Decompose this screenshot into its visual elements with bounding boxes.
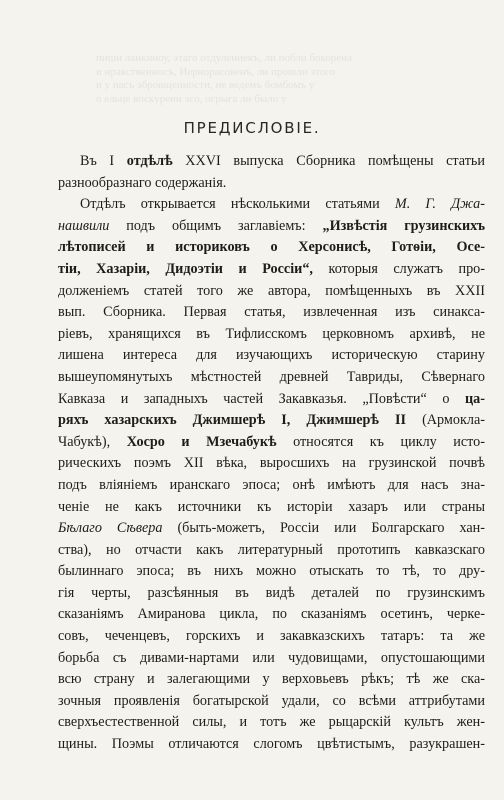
text-line xyxy=(58,345,485,367)
text-line xyxy=(58,604,485,626)
text-line xyxy=(58,583,485,605)
bold-text: отдѣлѣ xyxy=(126,153,173,169)
text-run: ства), но отчасти какъ литературный прототипъ кавказскаго xyxy=(58,541,485,558)
text-run: подъ общимъ заглавіемъ: xyxy=(109,217,323,234)
text-run: Кавказа и западныхъ частей Закавказья. „Повѣсти“ о xyxy=(58,390,465,407)
text-run: относятся къ циклу исто- xyxy=(276,433,486,450)
text-run: (быть-можетъ, Россіи или Болгарскаго хан- xyxy=(162,520,485,537)
text-line xyxy=(58,691,485,713)
text-run: ріевъ, хранящихся въ Тифлисскомъ церковномъ архивѣ, не xyxy=(58,325,485,342)
text-line xyxy=(58,540,485,562)
text-run: вышеупомянутыхъ мѣстностей древней Тавриды, Сѣвернаго xyxy=(58,368,485,385)
text-run: лишена интереса для изучающихъ историческую старину xyxy=(58,347,485,364)
text-run: совъ, чеченцевъ, горскихъ и закавказскихъ татаръ: та же xyxy=(58,628,485,645)
text-line xyxy=(58,669,485,691)
text-run: долженіемъ статей того же автора, помѣщенныхъ въ XXII xyxy=(58,282,485,299)
text-line xyxy=(58,518,485,540)
bleed-through-line: пиши ланкиноу, этаго отдулениекъ, ли побли бокорена xyxy=(96,52,352,64)
text-run: Чабукѣ), xyxy=(58,433,127,450)
text-line xyxy=(58,324,485,346)
text-run: былиннаго эпоса; въ нихъ можно отыскать то тѣ, то дру- xyxy=(58,563,485,580)
text-line xyxy=(58,194,485,216)
text-line xyxy=(58,302,485,324)
page-title: ПРЕДИСЛОВІЕ. xyxy=(183,119,321,137)
text-line xyxy=(58,151,485,173)
text-run: всю страну и залегающими у верховьевъ рѣкъ; тѣ же ска- xyxy=(58,671,485,688)
text-line xyxy=(58,432,485,454)
text-line xyxy=(58,561,485,583)
text-run: вып. Сборника. Первая статья, извлеченная изъ синакса- xyxy=(58,304,485,321)
text-line xyxy=(58,389,485,411)
bleed-through-text xyxy=(96,52,492,106)
body-text xyxy=(58,151,485,756)
text-line xyxy=(58,237,485,259)
bleed-through-line: и нравственносъ, Иернорасовенъ, ли прошли этого xyxy=(96,65,336,78)
italic-text: Бѣлаго Сѣвера xyxy=(58,520,163,537)
text-run: гія черты, разсѣянныя въ видѣ деталей по грузинскимъ xyxy=(58,584,485,601)
text-line xyxy=(58,259,485,281)
text-run: Отдѣлъ открывается нѣсколькими статьями xyxy=(80,196,395,213)
text-line xyxy=(58,475,485,497)
text-line xyxy=(58,453,485,475)
bold-text: ряхъ хазарскихъ Джимшерѣ I, Джимшерѣ II xyxy=(58,412,407,429)
text-line xyxy=(58,734,485,756)
text-run: сверхъестественной силы, и тотъ же рыцарскій культъ жен- xyxy=(58,714,485,731)
text-line xyxy=(58,410,485,432)
text-run: которыя служатъ про- xyxy=(312,260,485,277)
text-line xyxy=(58,173,485,195)
bold-text: „Извѣстія грузинскихъ xyxy=(322,217,486,234)
text-run: разнообразнаго содержанія. xyxy=(58,174,227,191)
text-line xyxy=(58,626,485,648)
italic-text: нашвили xyxy=(58,217,110,234)
text-run: щины. Поэмы отличаются слогомъ цвѣтистымъ, разукрашен- xyxy=(58,736,485,753)
text-line xyxy=(58,497,485,519)
text-run: зочныя проявленія богатырской удали, со всѣми аттрибутами xyxy=(58,692,485,709)
text-line xyxy=(58,648,485,670)
text-run: рическихъ поэмъ XII вѣка, выросшихъ на грузинской почвѣ xyxy=(58,455,485,472)
text-line xyxy=(58,281,485,303)
text-run: борьба съ дивами-нартами или чудовищами, опустошающими xyxy=(58,649,485,666)
bleed-through-line: и у насъ эбровщенности, не ведемъ бомбомъ у xyxy=(96,79,315,91)
italic-text: М. Г. Джа- xyxy=(394,196,485,213)
text-run: Въ I xyxy=(80,153,127,169)
text-line xyxy=(58,367,485,389)
text-run: ченіе не какъ источники къ исторіи хазаръ или страны xyxy=(58,498,485,515)
text-run: XXVI выпуска Сборника помѣщены статьи xyxy=(172,153,485,169)
bleed-through-line: о ельце воскурени эсо, огрыга ли было у xyxy=(96,92,287,105)
text-run: сказаніямъ Амирановa цикла, по сказаніямъ осетинъ, черке- xyxy=(58,606,485,623)
bold-text: лѣтописей и историковъ о Херсонисѣ, Готѳіи, Осе- xyxy=(58,239,485,256)
text-line xyxy=(58,216,485,238)
text-line xyxy=(58,712,485,734)
bold-text: тіи, Хазаріи, Дидоэтіи и Россіи“, xyxy=(58,260,313,277)
bold-text: ца- xyxy=(465,390,485,407)
bold-text: Хосро и Мзечабукѣ xyxy=(126,433,277,450)
text-run: подъ вліяніемъ иранскаго эпоса; онѣ имѣютъ для насъ зна- xyxy=(58,476,485,493)
text-run: (Армокла- xyxy=(406,412,485,429)
